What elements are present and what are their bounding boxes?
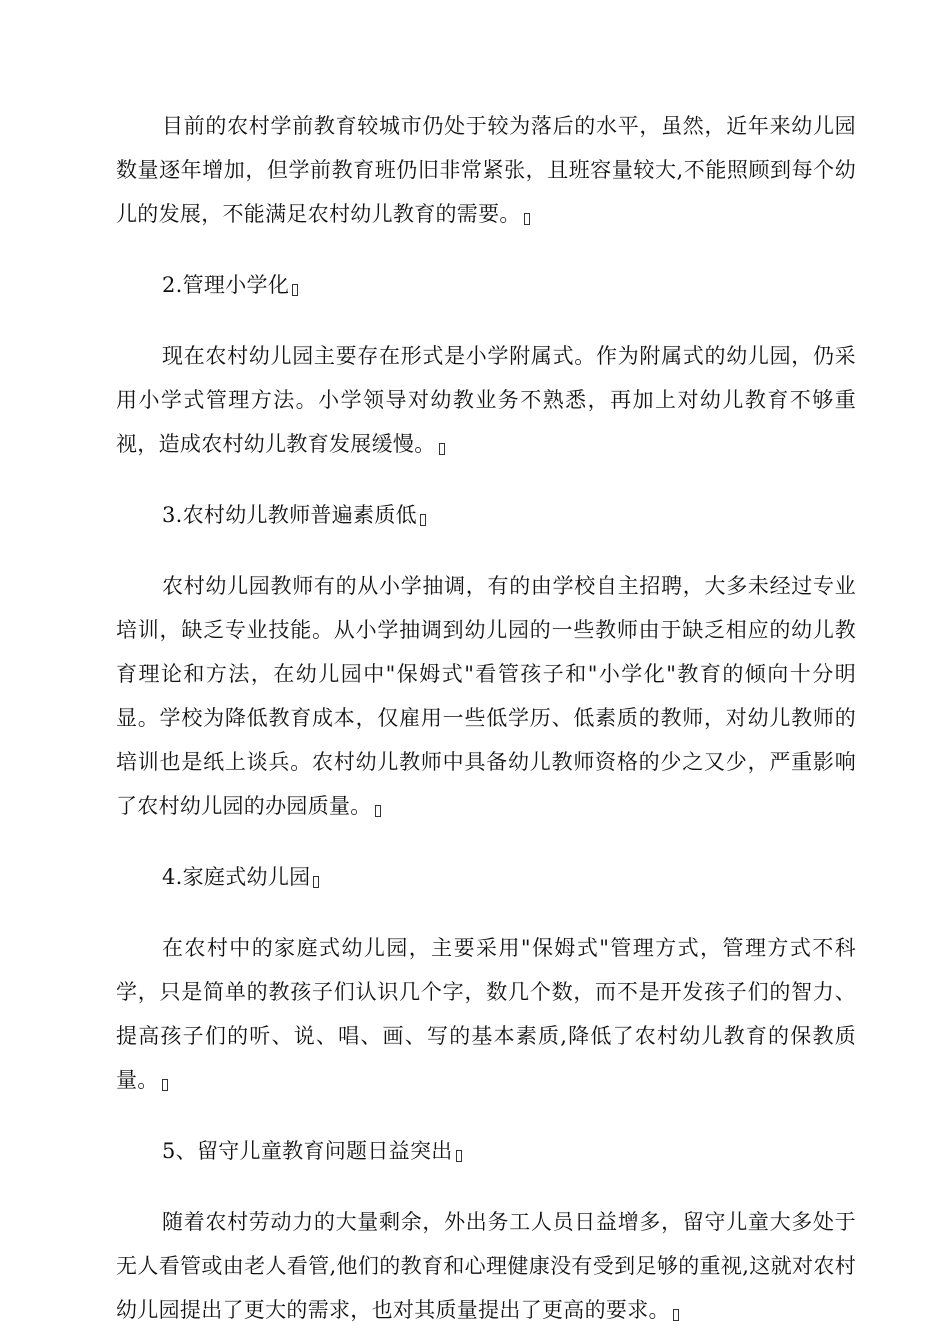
heading-teacher-quality <box>116 493 856 537</box>
paragraph-mark-icon <box>524 213 530 225</box>
paragraph-1-text: 目前的农村学前教育较城市仍处于较为落后的水平，虽然，近年来幼儿园数量逐年增加，但学前教育班仍旧非常紧张，且班容量较大,不能照顾到每个幼儿的发展，不能满足农村幼儿教育的需要。 <box>116 114 856 226</box>
heading-4-text: 4.家庭式幼儿园 <box>162 865 311 889</box>
heading-left-behind-children <box>116 1129 856 1173</box>
paragraph-mark-icon <box>439 443 445 455</box>
paragraph-mark-icon <box>292 284 298 296</box>
paragraph-5 <box>116 1200 856 1332</box>
paragraph-2 <box>116 334 856 466</box>
paragraph-mark-icon <box>162 1079 168 1091</box>
paragraph-mark-icon <box>375 805 381 817</box>
paragraph-5-text: 随着农村劳动力的大量剩余，外出务工人员日益增多，留守儿童大多处于无人看管或由老人看管,他们的教育和心理健康没有受到足够的重视,这就对农村幼儿园提出了更大的需求，也对其质量提出了更高的要求。 <box>116 1210 856 1322</box>
paragraph-4-text: 在农村中的家庭式幼儿园，主要采用"保姆式"管理方式，管理方式不科学，只是简单的教孩子们认识几个字，数几个数，而不是开发孩子们的智力、提高孩子们的听、说、唱、画、写的基本素质,降低了农村幼儿教育的保教质量。 <box>116 936 856 1092</box>
paragraph-1 <box>116 104 856 236</box>
paragraph-4 <box>116 926 856 1102</box>
paragraph-2-text: 现在农村幼儿园主要存在形式是小学附属式。作为附属式的幼儿园，仍采用小学式管理方法。小学领导对幼教业务不熟悉，再加上对幼儿教育不够重视，造成农村幼儿教育发展缓慢。 <box>116 344 856 456</box>
heading-2-text: 2.管理小学化 <box>162 273 290 297</box>
heading-family-kindergarten <box>116 855 856 899</box>
document-page <box>116 104 856 1332</box>
paragraph-mark-icon <box>313 876 319 888</box>
paragraph-3-text: 农村幼儿园教师有的从小学抽调，有的由学校自主招聘，大多未经过专业培训，缺乏专业技能。从小学抽调到幼儿园的一些教师由于缺乏相应的幼儿教育理论和方法，在幼儿园中"保姆式"看管孩子和"小学化"教育的倾向十分明显。学校为降低教育成本，仅雇用一些低学历、低素质的教师，对幼儿教师的培训也是纸上谈兵。农村幼儿教师中具备幼儿教师资格的少之又少，严重影响了农村幼儿园的办园质量。 <box>116 574 856 818</box>
paragraph-mark-icon <box>420 514 426 526</box>
heading-5-text: 5、留守儿童教育问题日益突出 <box>162 1139 453 1163</box>
heading-3-text: 3.农村幼儿教师普遍素质低 <box>162 503 417 527</box>
paragraph-3 <box>116 564 856 828</box>
heading-management <box>116 263 856 307</box>
paragraph-mark-icon <box>673 1309 679 1321</box>
paragraph-mark-icon <box>456 1150 462 1162</box>
